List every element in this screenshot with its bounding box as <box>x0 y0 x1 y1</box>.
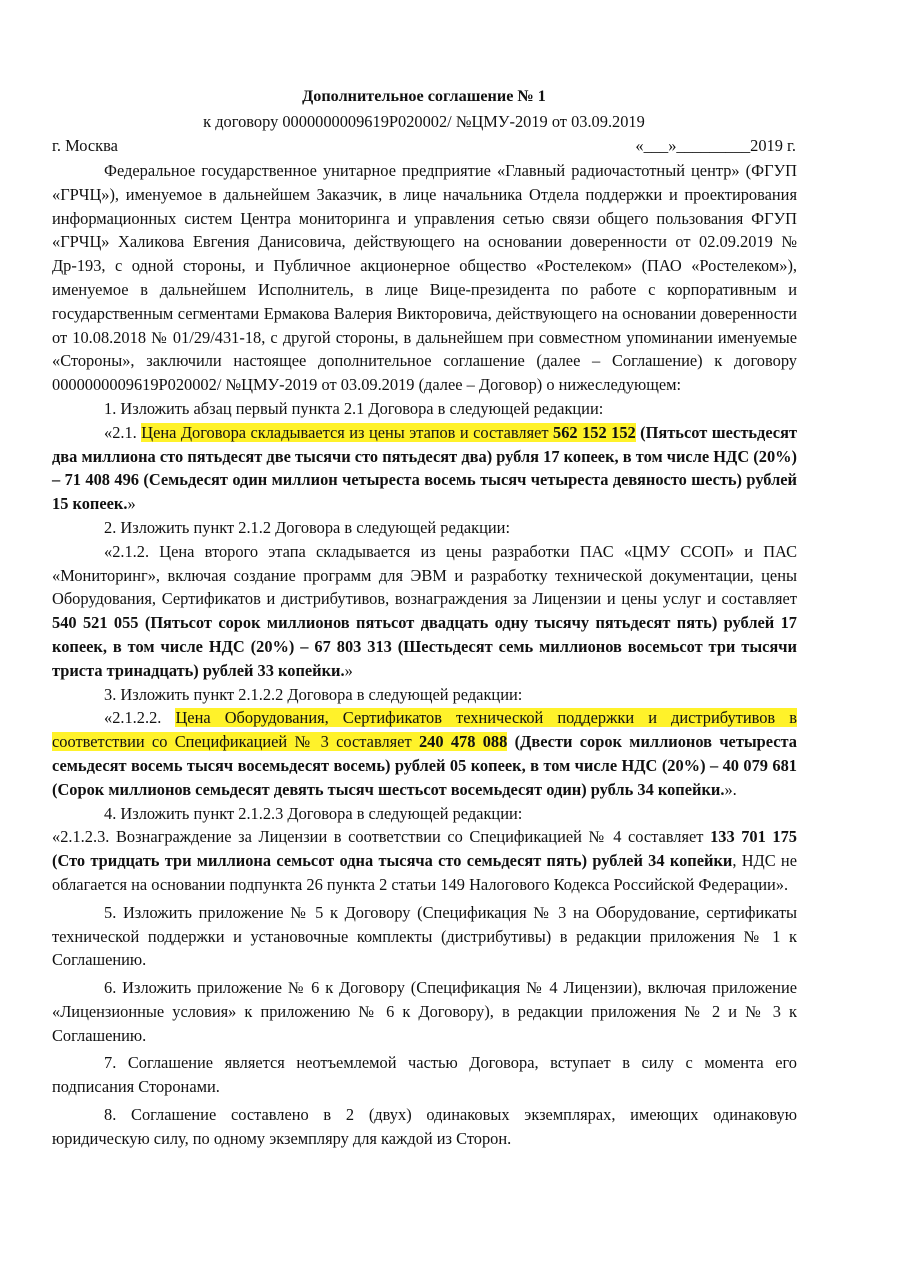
quote-2-1-2-text: «2.1.2. Цена второго этапа складывается из цены разработки ПАС «ЦМУ ССОП» и ПАС «Мониторинг», включая создание программ для ЭВМ и разработку технической документации, цены Оборудования, Сертификатов и дистрибутивов, вознаграждения за Лицензии и цены услуг и составляет <box>52 541 797 609</box>
amount-text: 133 701 175 (Сто тридцать три миллиона семьсот одна тысяча сто семьдесят пять) рублей 34 копейки <box>52 827 798 871</box>
quote-end: » <box>344 660 353 680</box>
item-6: 6. Изложить приложение № 6 к Договору (Спецификация № 4 Лицензии), включая приложение «Лицензионные условия» к приложению № 6 к Договору), в редакции приложения № 2 и № 3 к Соглашению. <box>52 978 797 1045</box>
highlighted-text: Цена Оборудования, Сертификатов технической поддержки и дистрибутивов в соответствии со Спецификацией № 3 составляет <box>52 708 797 752</box>
item-1: 1. Изложить абзац первый пункта 2.1 Договора в следующей редакции: <box>104 398 604 418</box>
document-subtitle: к договору 0000000009619Р020002/ №ЦМУ-2019 от 03.09.2019 <box>203 112 645 131</box>
highlighted-amount: 562 152 152 <box>553 422 636 442</box>
city: г. Москва <box>52 136 118 155</box>
quote-2-1-2-2-prefix: «2.1.2.2. <box>104 708 176 728</box>
amount-text: (Двести сорок миллионов четыреста семьдесят восемь тысяч восемьдесят восемь) рублей 05 копеек, в том числе НДС (20%) – 40 079 681 (Сорок миллионов семьдесят девять тысяч шестьсот восемьдесят один) рубль 34 копейки. <box>52 732 797 799</box>
item-7: 7. Соглашение является неотъемлемой частью Договора, вступает в силу с момента его подписания Сторонами. <box>52 1053 797 1097</box>
date-placeholder: «___»_________2019 г. <box>635 136 796 155</box>
item-2: 2. Изложить пункт 2.1.2 Договора в следующей редакции: <box>104 517 510 537</box>
highlighted-text: Цена Договора складывается из цены этапов и составляет <box>141 422 554 442</box>
quote-2-1-2 <box>52 540 797 683</box>
quote-2-1-prefix: «2.1. <box>104 422 142 442</box>
quote-end: ». <box>724 779 737 799</box>
quote-2-1-2-3-text: «2.1.2.3. Вознаграждение за Лицензии в соответствии со Спецификацией № 4 составляет <box>52 827 711 847</box>
item-5: 5. Изложить приложение № 5 к Договору (Спецификация № 3 на Оборудование, сертификаты технической поддержки и установочные комплекты (дистрибутивы) в редакции приложения № 1 к Соглашению. <box>52 902 797 970</box>
item-3: 3. Изложить пункт 2.1.2.2 Договора в следующей редакции: <box>104 684 523 704</box>
quote-2-1-2-2 <box>52 706 797 801</box>
amount-text: 540 521 055 (Пятьсот сорок миллионов пятьсот двадцать одну тысячу пятьдесят пять) рублей 17 копеек, в том числе НДС (20%) – 67 803 313 (Шестьдесят семь миллионов восемьсот три тысячи триста тринадцать) рублей 33 копейки. <box>52 613 797 680</box>
item-8: 8. Соглашение составлено в 2 (двух) одинаковых экземплярах, имеющих одинаковую юридическую силу, по одному экземпляру для каждой из Сторон. <box>52 1105 797 1148</box>
intro-paragraph: Федеральное государственное унитарное предприятие «Главный радиочастотный центр» (ФГУП «ГРЧЦ»), именуемое в дальнейшем Заказчик, в лице начальника Отдела поддержки и проектирования информационных систем Центра мониторинга и управления сетью связи общего пользования ФГУП «ГРЧЦ» Халикова Евгения Данисовича, действующего на основании доверенности от 02.09.2019 № Др-193, с одной стороны, и Публичное акционерное общество «Ростелеком» (ПАО «Ростелеком»), именуемое в дальнейшем Исполнитель, в лице Вице-президента по работе с корпоративным и государственным сегментами Ермакова Валерия Викторовича, действующего на основании доверенности от 10.08.2018 № 01/29/431-18, с другой стороны, в дальнейшем при совместном упоминании именуемые «Стороны», заключили настоящее дополнительное соглашение (далее – Соглашение) к договору 0000000009619Р020002/ №ЦМУ-2019 от 03.09.2019 (далее – Договор) о нижеследующем: <box>52 161 797 395</box>
document-body <box>52 159 797 1151</box>
quote-2-1 <box>52 421 797 516</box>
amount-text: (Пятьсот шестьдесят два миллиона сто пятьдесят две тысячи сто пятьдесят два) рубля 17 копеек, в том числе НДС (20%) – 71 408 496 (Семьдесят один миллион четыреста восемь тысяч четыреста девяносто шесть) рублей 15 копеек. <box>52 422 798 514</box>
quote-2-1-2-3-end: , НДС не облагается на основании подпункта 26 пункта 2 статьи 149 Налогового Кодекса Российской Федерации». <box>52 851 797 894</box>
highlighted-amount: 240 478 088 <box>418 732 508 752</box>
quote-2-1-2-3 <box>52 825 797 896</box>
city-date-line <box>52 135 796 157</box>
item-4: 4. Изложить пункт 2.1.2.3 Договора в следующей редакции: <box>104 803 523 823</box>
document-title: Дополнительное соглашение № 1 <box>302 87 546 105</box>
quote-end: » <box>127 494 136 514</box>
